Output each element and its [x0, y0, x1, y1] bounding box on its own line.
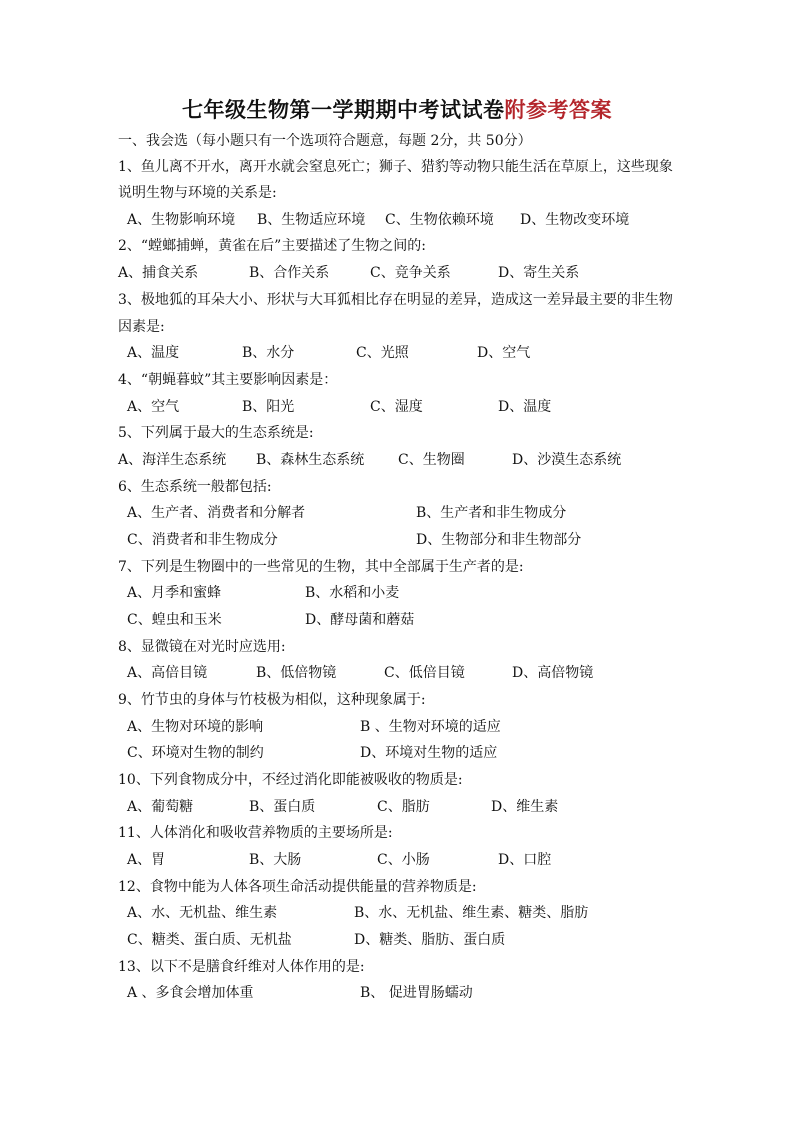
- question-4-option-b: B、阳光: [242, 399, 295, 415]
- question-3-option-c: C、光照: [356, 345, 409, 361]
- question-3-stem-line1: 3、极地狐的耳朵大小、形状与大耳狐相比存在明显的差异，造成这一差异最主要的非生物: [118, 292, 673, 308]
- question-9-option-a: A、生物对环境的影响: [127, 719, 264, 735]
- question-6-option-d: D、生物部分和非生物部分: [416, 532, 582, 548]
- question-6-option-c: C、消费者和非生物成分: [127, 532, 278, 548]
- question-8-option-c: C、低倍目镜: [384, 665, 465, 681]
- question-7-option-b: B、水稻和小麦: [305, 585, 400, 601]
- question-8-option-d: D、高倍物镜: [512, 665, 594, 681]
- question-6-option-b: B、生产者和非生物成分: [416, 505, 567, 521]
- question-2-stem: 2、“螳螂捕蝉，黄雀在后”主要描述了生物之间的:: [118, 238, 426, 254]
- question-7-stem: 7、下列是生物圈中的一些常见的生物，其中全部属于生产者的是:: [118, 559, 524, 575]
- question-13-option-a: A 、多食会增加体重: [127, 985, 254, 1001]
- question-10-option-c: C、脂肪: [377, 799, 430, 815]
- question-4-stem: 4、“朝蝇暮蚊”其主要影响因素是：: [118, 372, 338, 388]
- question-11-option-c: C、小肠: [377, 852, 430, 868]
- question-3-option-b: B、水分: [242, 345, 295, 361]
- question-2-option-d: D、寄生关系: [498, 265, 580, 281]
- question-3-option-a: A、温度: [127, 345, 180, 361]
- question-1-stem-line1: 1、鱼儿离不开水，离开水就会窒息死亡；狮子、猎豹等动物只能生活在草原上，这些现象: [118, 159, 673, 175]
- question-8-stem: 8、显微镜在对光时应选用:: [118, 639, 286, 655]
- question-9-stem: 9、竹节虫的身体与竹枝极为相似，这种现象属于:: [118, 692, 426, 708]
- question-13-option-b: B、 促进胃肠蠕动: [360, 985, 473, 1001]
- question-8-option-a: A、高倍目镜: [127, 665, 208, 681]
- question-2-option-c: C、竞争关系: [370, 265, 451, 281]
- question-12-stem: 12、食物中能为人体各项生命活动提供能量的营养物质是:: [118, 879, 477, 895]
- question-10-option-d: D、维生素: [491, 799, 559, 815]
- title-answer-suffix: 附参考答案: [504, 97, 612, 122]
- question-11-option-a: A、胃: [127, 852, 166, 868]
- question-12-option-d: D、糖类、脂肪、蛋白质: [354, 932, 506, 948]
- question-7-option-d: D、酵母菌和蘑菇: [305, 612, 415, 628]
- question-11-option-b: B、大肠: [249, 852, 302, 868]
- question-5-option-c: C、生物圈: [398, 452, 465, 468]
- question-8-option-b: B、低倍物镜: [256, 665, 337, 681]
- question-6-stem: 6、生态系统一般都包括:: [118, 479, 272, 495]
- question-1-stem-line2: 说明生物与环境的关系是:: [118, 185, 277, 201]
- question-10-stem: 10、下列食物成分中，不经过消化即能被吸收的物质是:: [118, 772, 463, 788]
- question-1-option-a: A、生物影响环境: [127, 212, 236, 228]
- question-5-option-d: D、沙漠生态系统: [512, 452, 622, 468]
- title-main: 七年级生物第一学期期中考试试卷: [182, 97, 505, 122]
- question-1-option-c: C、生物依赖环境: [385, 212, 494, 228]
- question-3-option-d: D、空气: [477, 345, 531, 361]
- question-2-option-b: B、合作关系: [249, 265, 330, 281]
- question-5-stem: 5、下列属于最大的生态系统是:: [118, 425, 314, 441]
- question-9-option-b: B 、生物对环境的适应: [360, 719, 501, 735]
- question-9-option-c: C、环境对生物的制约: [127, 745, 264, 761]
- question-12-option-b: B、水、无机盐、维生素、糖类、脂肪: [354, 905, 589, 921]
- question-4-option-c: C、湿度: [370, 399, 423, 415]
- question-3-stem-line2: 因素是:: [118, 319, 165, 335]
- question-12-option-a: A、水、无机盐、维生素: [127, 905, 278, 921]
- question-11-option-d: D、口腔: [498, 852, 552, 868]
- question-9-option-d: D、环境对生物的适应: [360, 745, 498, 761]
- question-5-option-b: B、森林生态系统: [256, 452, 365, 468]
- question-7-option-a: A、月季和蜜蜂: [127, 585, 222, 601]
- question-1-option-b: B、生物适应环境: [257, 212, 366, 228]
- question-11-stem: 11、人体消化和吸收营养物质的主要场所是:: [118, 825, 393, 841]
- page-title: [0, 94, 794, 124]
- question-7-option-c: C、蝗虫和玉米: [127, 612, 222, 628]
- question-4-option-d: D、温度: [498, 399, 552, 415]
- question-1-option-d: D、生物改变环境: [520, 212, 630, 228]
- question-10-option-b: B、蛋白质: [249, 799, 316, 815]
- question-10-option-a: A、葡萄糖: [127, 799, 194, 815]
- question-12-option-c: C、糖类、蛋白质、无机盐: [127, 932, 292, 948]
- question-13-stem: 13、以下不是膳食纤维对人体作用的是:: [118, 959, 365, 975]
- question-6-option-a: A、生产者、消费者和分解者: [127, 505, 306, 521]
- section-heading: 一、我会选（每小题只有一个选项符合题意，每题 2分，共 50分）: [118, 133, 532, 149]
- question-2-option-a: A、捕食关系: [118, 265, 199, 281]
- question-5-option-a: A、海洋生态系统: [118, 452, 227, 468]
- question-4-option-a: A、空气: [127, 399, 180, 415]
